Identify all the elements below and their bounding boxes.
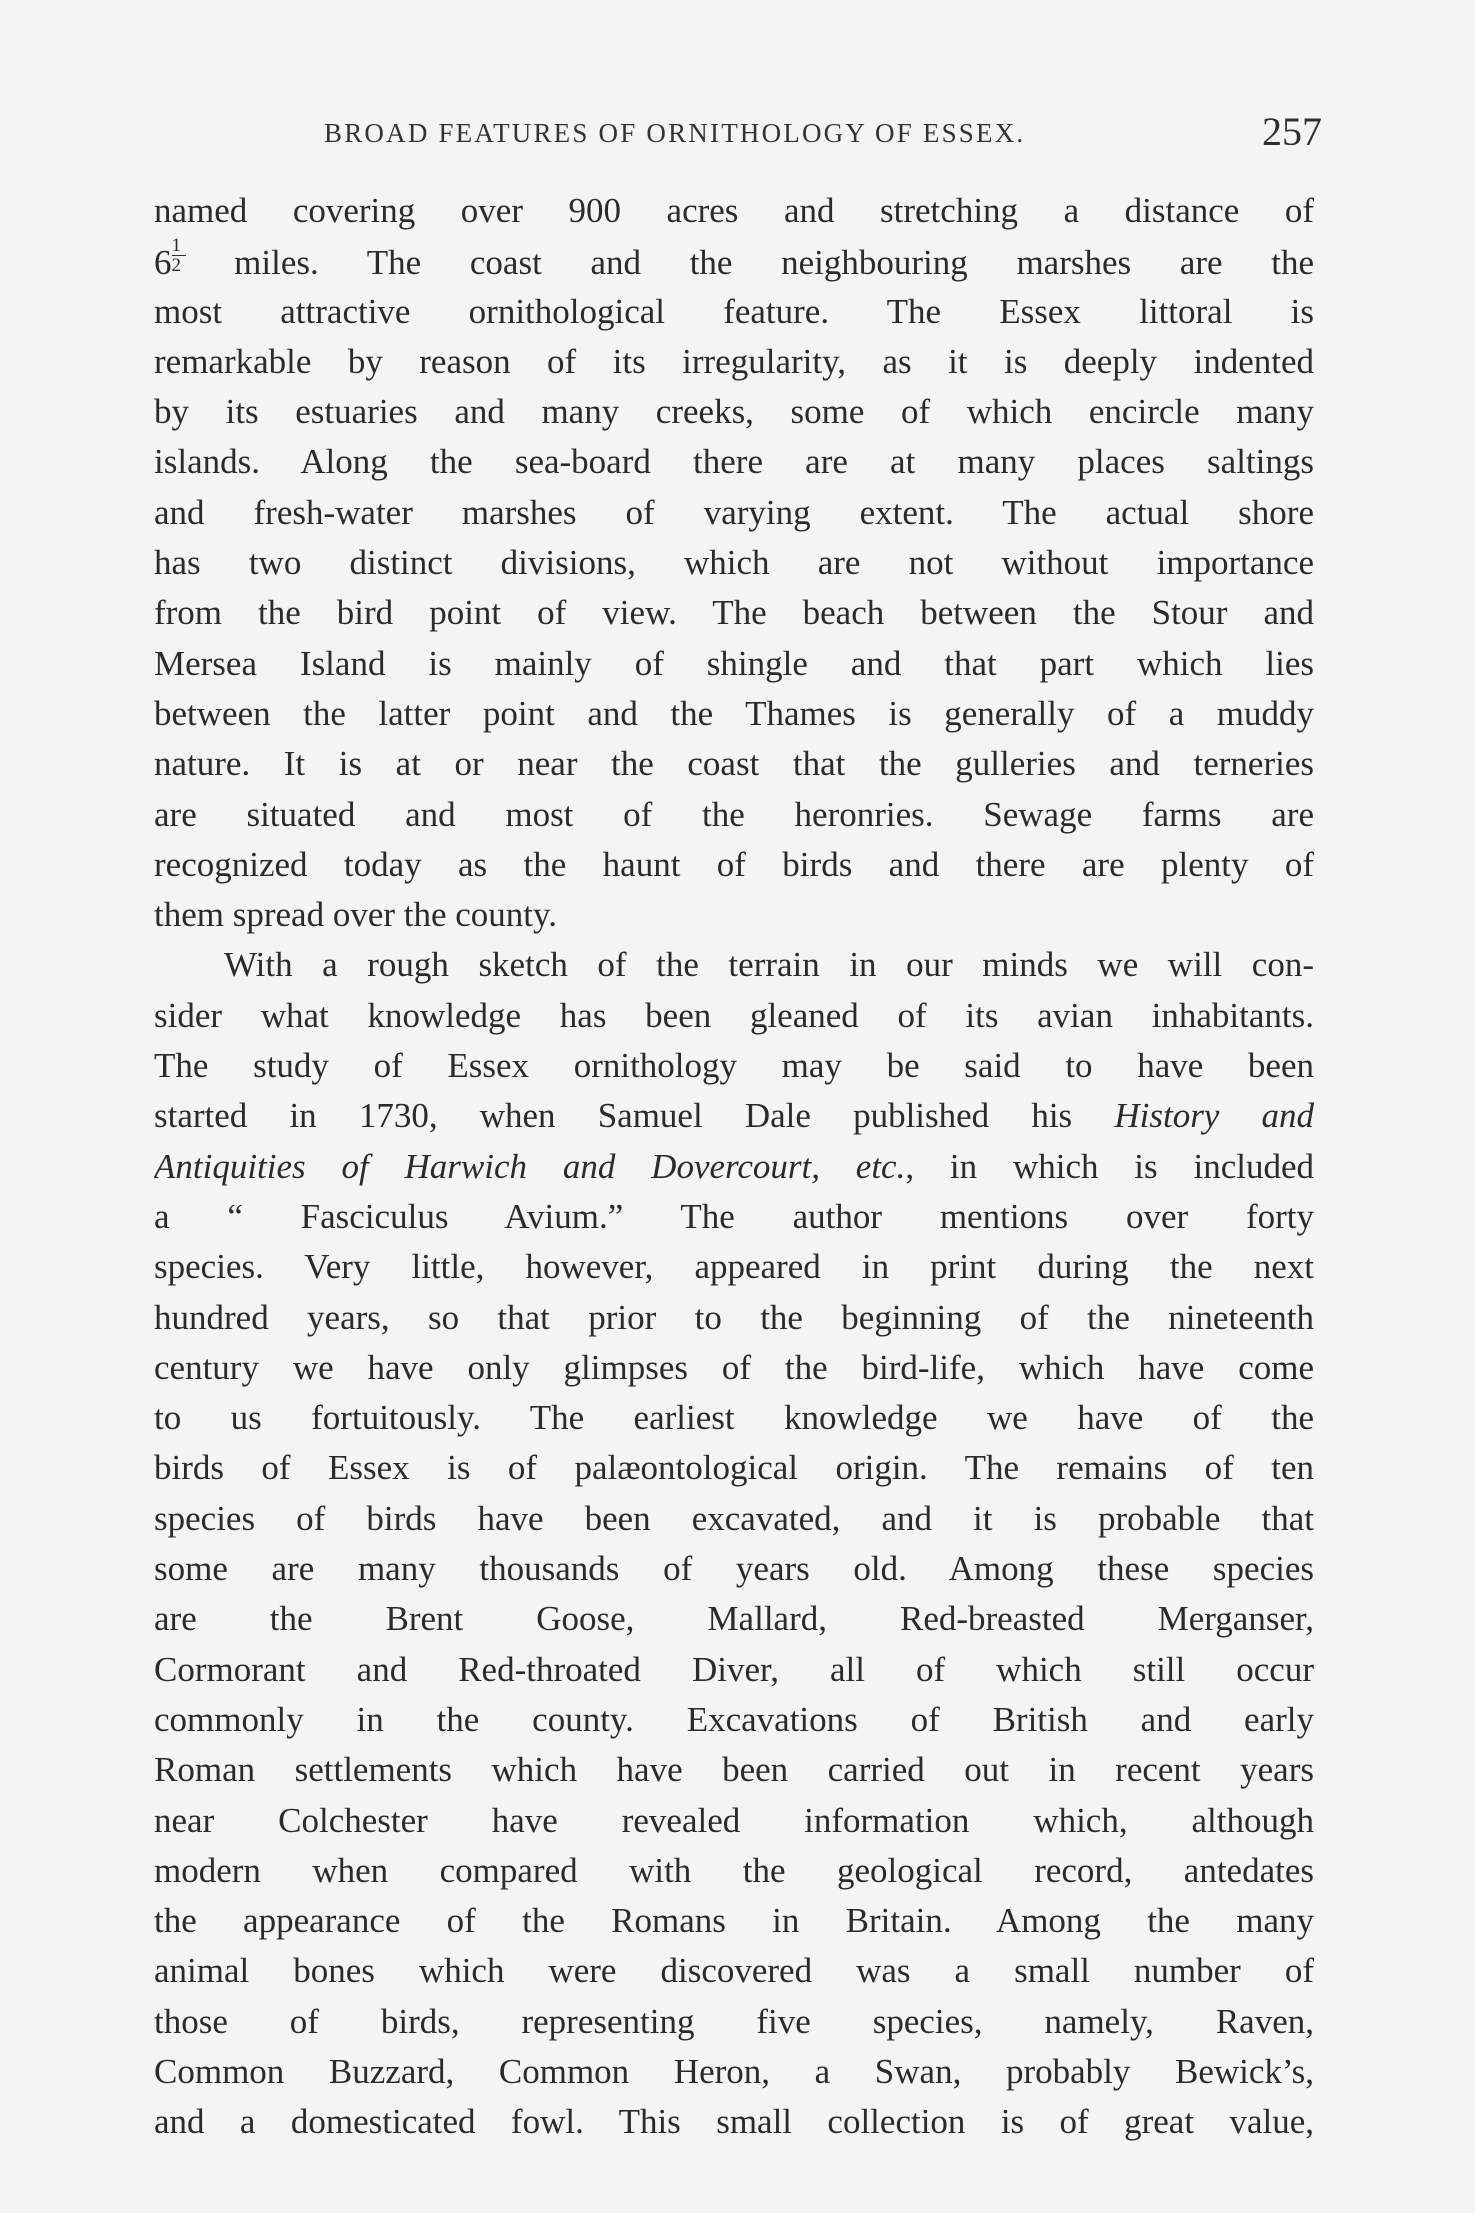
text-line: recognized today as the haunt of birds and there are plenty of — [154, 844, 1314, 884]
text-line: Cormorant and Red-throated Diver, all of which still occur — [154, 1649, 1314, 1689]
text-line: Common Buzzard, Common Heron, a Swan, probably Bewick’s, — [154, 2051, 1314, 2091]
text-line: modern when compared with the geological record, antedates — [154, 1850, 1314, 1890]
running-title: BROAD FEATURES OF ORNITHOLOGY OF ESSEX. — [324, 118, 1026, 148]
text-line: century we have only glimpses of the bird-life, which have come — [154, 1347, 1314, 1387]
text-line: and a domesticated fowl. This small collection is of great value, — [154, 2102, 1314, 2142]
book-title-italic: Antiquities of Harwich and Dovercourt, etc. — [154, 1146, 906, 1186]
text-line: by its estuaries and many creeks, some of which encircle many — [154, 392, 1314, 432]
text-line: them spread over the county. — [154, 895, 558, 935]
text-line: from the bird point of view. The beach between the Stour and — [154, 593, 1314, 633]
body-text — [154, 186, 1314, 2148]
text-line: nature. It is at or near the coast that the gulleries and terneries — [154, 744, 1314, 784]
text-line: are situated and most of the heronries. Sewage farms are — [154, 794, 1314, 834]
text-line: some are many thousands of years old. Among these species — [154, 1549, 1314, 1589]
text-line: animal bones which were discovered was a small number of — [154, 1951, 1314, 1991]
fraction — [172, 236, 186, 275]
text-line: most attractive ornithological feature. The Essex littoral is — [154, 291, 1314, 331]
text-fragment: , in which is included — [905, 1146, 1314, 1186]
text-fragment: miles. The coast and the neighbouring marshes are the — [185, 243, 1314, 283]
text-line: has two distinct divisions, which are not without importance — [154, 543, 1314, 583]
text-line: and fresh-water marshes of varying extent. The actual shore — [154, 492, 1314, 532]
text-line — [154, 236, 1314, 286]
page-number: 257 — [1262, 109, 1322, 154]
text-line: species. Very little, however, appeared in print during the next — [154, 1247, 1314, 1287]
fraction-denominator: 2 — [171, 255, 181, 277]
text-line: With a rough sketch of the terrain in our minds we will con- — [224, 945, 1314, 985]
text-line: are the Brent Goose, Mallard, Red-breasted Merganser, — [154, 1599, 1314, 1639]
paragraph-2-continued-lines — [154, 1192, 1314, 2148]
text-line: a “ Fasciculus Avium.” The author mentions over forty — [154, 1196, 1314, 1236]
text-line — [154, 1142, 1314, 1192]
running-head — [152, 108, 1322, 164]
text-line: those of birds, representing five species, namely, Raven, — [154, 2001, 1314, 2041]
text-line: to us fortuitously. The earliest knowledge we have of the — [154, 1398, 1314, 1438]
text-line: remarkable by reason of its irregularity, as it is deeply indented — [154, 341, 1314, 381]
text-line: islands. Along the sea-board there are at many places saltings — [154, 442, 1314, 482]
text-line — [154, 1091, 1314, 1141]
text-line: sider what knowledge has been gleaned of its avian inhabitants. — [154, 995, 1314, 1035]
text-line: birds of Essex is of palæontological origin. The remains of ten — [154, 1448, 1314, 1488]
paragraph-1-lines — [154, 287, 1314, 941]
text-line: Mersea Island is mainly of shingle and that part which lies — [154, 643, 1314, 683]
text-line: commonly in the county. Excavations of British and early — [154, 1699, 1314, 1739]
text-line: near Colchester have revealed information which, although — [154, 1800, 1314, 1840]
text-line: between the latter point and the Thames is generally of a muddy — [154, 693, 1314, 733]
text-line: named covering over 900 acres and stretching a distance of — [154, 191, 1314, 230]
text-line: The study of Essex ornithology may be said to have been — [154, 1046, 1314, 1086]
fraction-numerator: 1 — [172, 236, 186, 256]
paragraph-2-lines — [154, 940, 1314, 1091]
book-title-italic: History and — [1114, 1096, 1314, 1136]
text-line: Roman settlements which have been carried out in recent years — [154, 1750, 1314, 1790]
text-line: hundred years, so that prior to the beginning of the nineteenth — [154, 1297, 1314, 1337]
text-line: the appearance of the Romans in Britain. Among the many — [154, 1901, 1314, 1941]
text-fragment: started in 1730, when Samuel Dale published his — [154, 1096, 1115, 1136]
text-fragment: 6 — [154, 243, 172, 283]
text-line: species of birds have been excavated, and it is probable that — [154, 1498, 1314, 1538]
